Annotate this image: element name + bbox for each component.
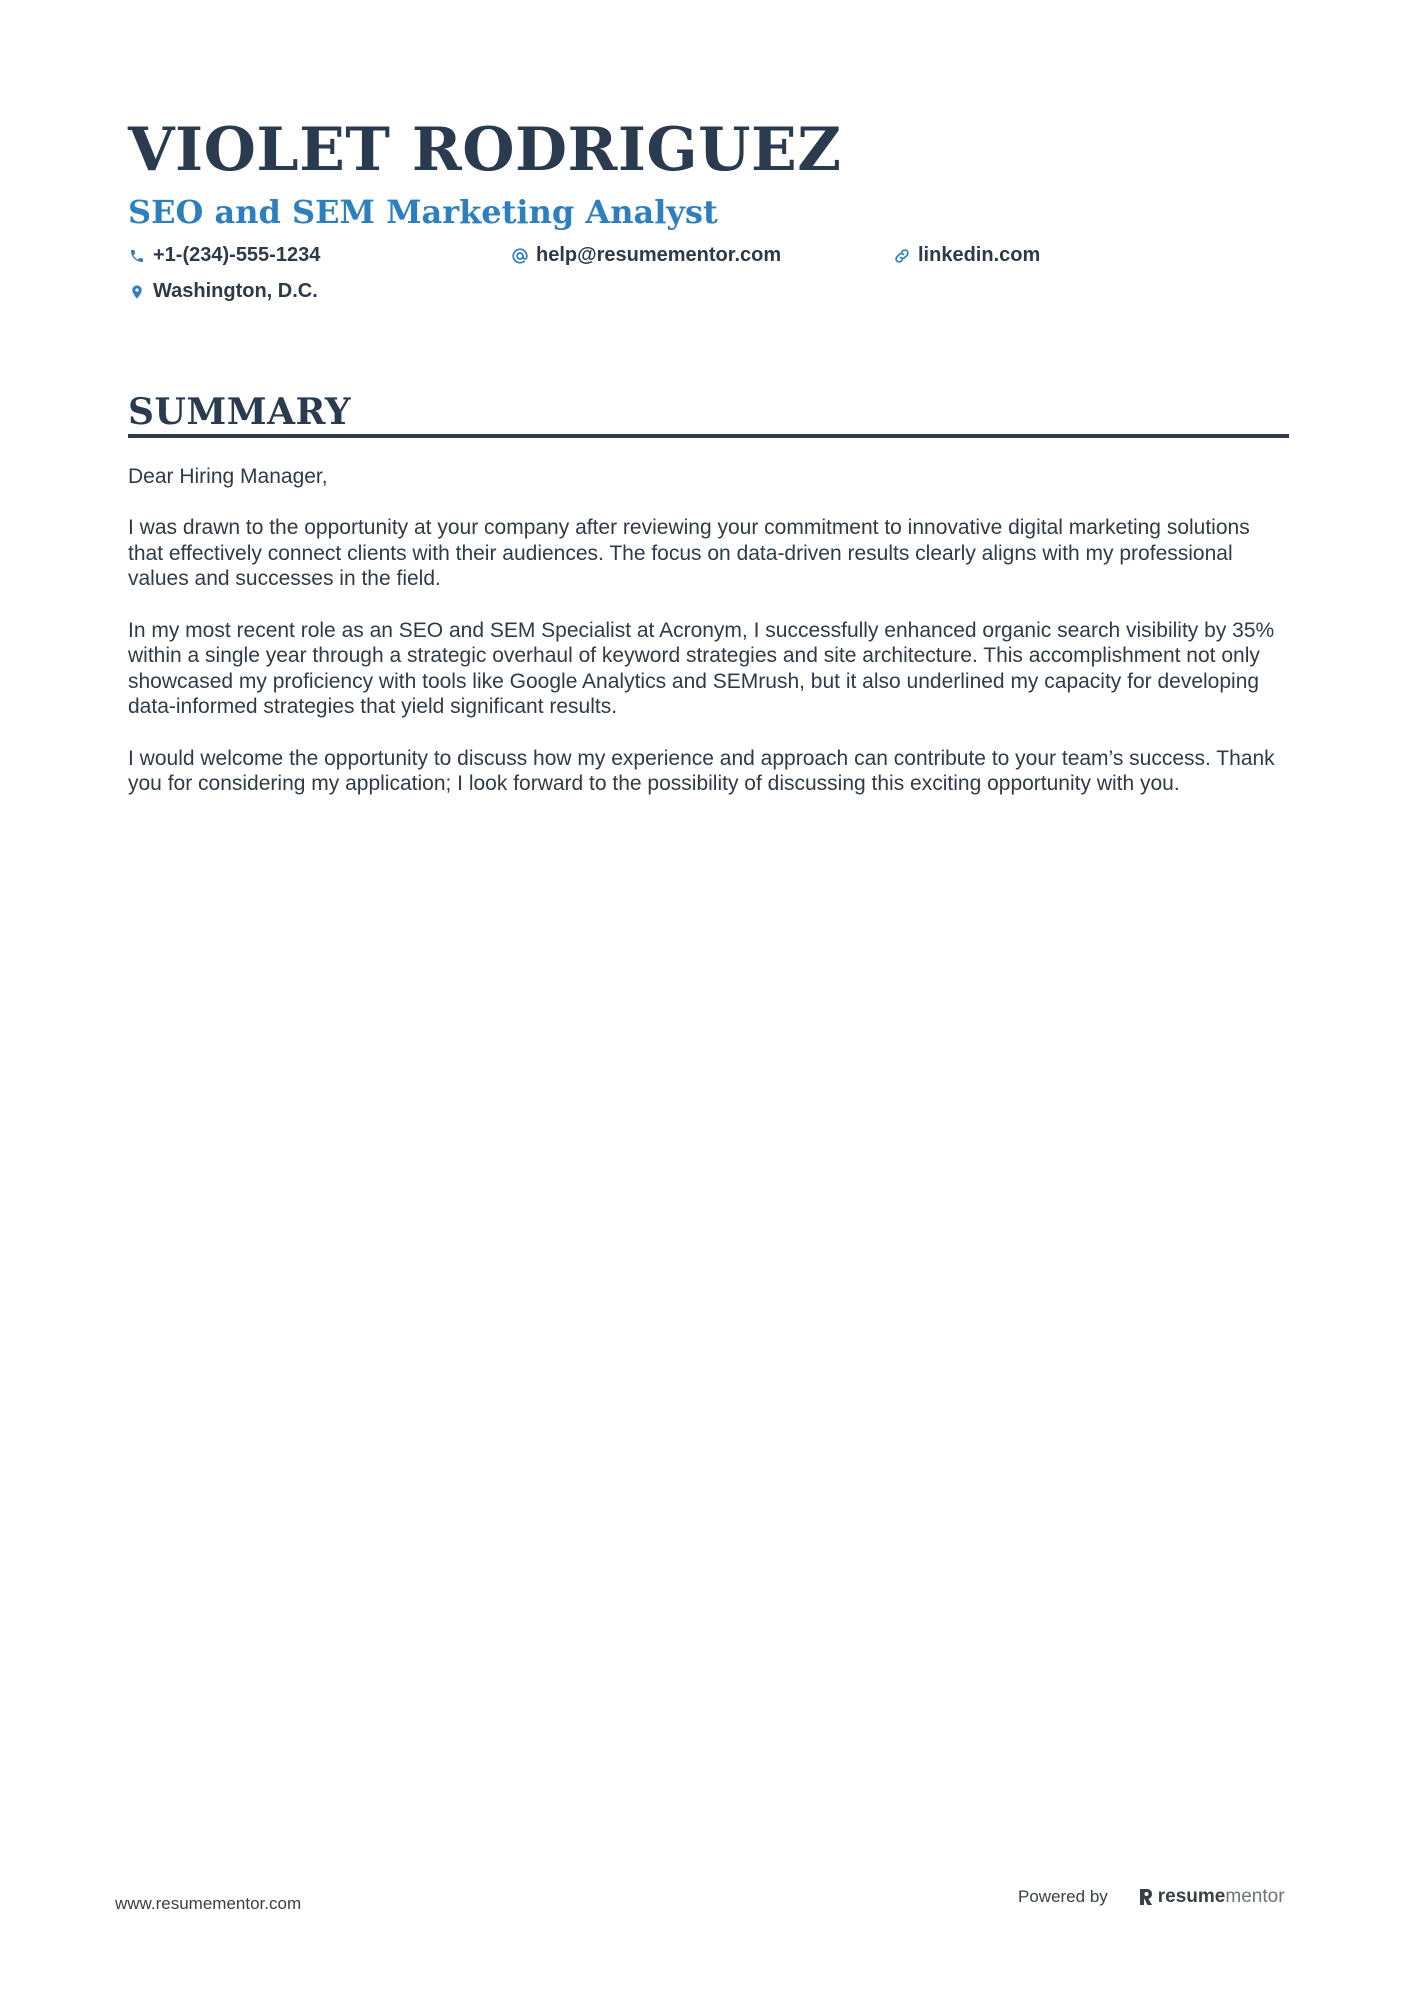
location-text: Washington, D.C.: [153, 280, 318, 302]
resumementor-logo-icon: [1138, 1887, 1154, 1907]
job-title: SEO and SEM Marketing Analyst: [128, 193, 718, 231]
phone-number: +1-(234)-555-1234: [153, 244, 321, 266]
header: [128, 112, 1288, 314]
brand-name-bold: resume: [1157, 1886, 1226, 1907]
contact-linkedin[interactable]: [893, 244, 1040, 267]
footer-website[interactable]: www.resumementor.com: [115, 1894, 302, 1913]
brand-logo[interactable]: [1138, 1886, 1285, 1908]
map-pin-icon: [128, 283, 146, 301]
contact-info: [128, 244, 1288, 314]
contact-phone: [128, 244, 320, 267]
contact-location: [128, 280, 318, 303]
powered-by-label: Powered by: [1018, 1887, 1108, 1906]
letter-body: [128, 464, 1289, 797]
linkedin-link[interactable]: linkedin.com: [918, 244, 1041, 266]
email-address[interactable]: help@resumementor.com: [536, 244, 782, 266]
body-paragraph: I was drawn to the opportunity at your company after reviewing your commitment to innovative digital marketing solutions that effectively connect clients with their audiences. The focus on data-driven results clearly aligns with my professional values and successes in the field.: [128, 516, 1250, 591]
phone-icon: [128, 247, 146, 265]
candidate-name: VIOLET RODRIGUEZ: [128, 115, 842, 185]
body-paragraph: In my most recent role as an SEO and SEM Specialist at Acronym, I successfully enhanced organic search visibility by 35% within a single year through a strategic overhaul of keyword strategies and site architecture. This accomplishment not only showcased my proficiency with tools like Google Analytics and SEMrush, but it also underlined my capacity for developing data-informed strategies that yield significant results.: [128, 618, 1275, 719]
contact-email[interactable]: [511, 244, 781, 267]
footer-branding: [1018, 1886, 1285, 1908]
body-paragraph: I would welcome the opportunity to discuss how my experience and approach can contribute to your team’s success. Thank you for considering my application; I look forward to the possibility of discussing this exciting opportunity with you.: [128, 746, 1275, 796]
section-heading: SUMMARY: [128, 391, 352, 433]
salutation: Dear Hiring Manager,: [128, 465, 328, 488]
brand-name-light: mentor: [1225, 1886, 1285, 1907]
link-icon: [893, 247, 911, 265]
at-icon: [511, 247, 529, 265]
summary-section: [128, 390, 1289, 822]
section-divider: [128, 434, 1289, 438]
